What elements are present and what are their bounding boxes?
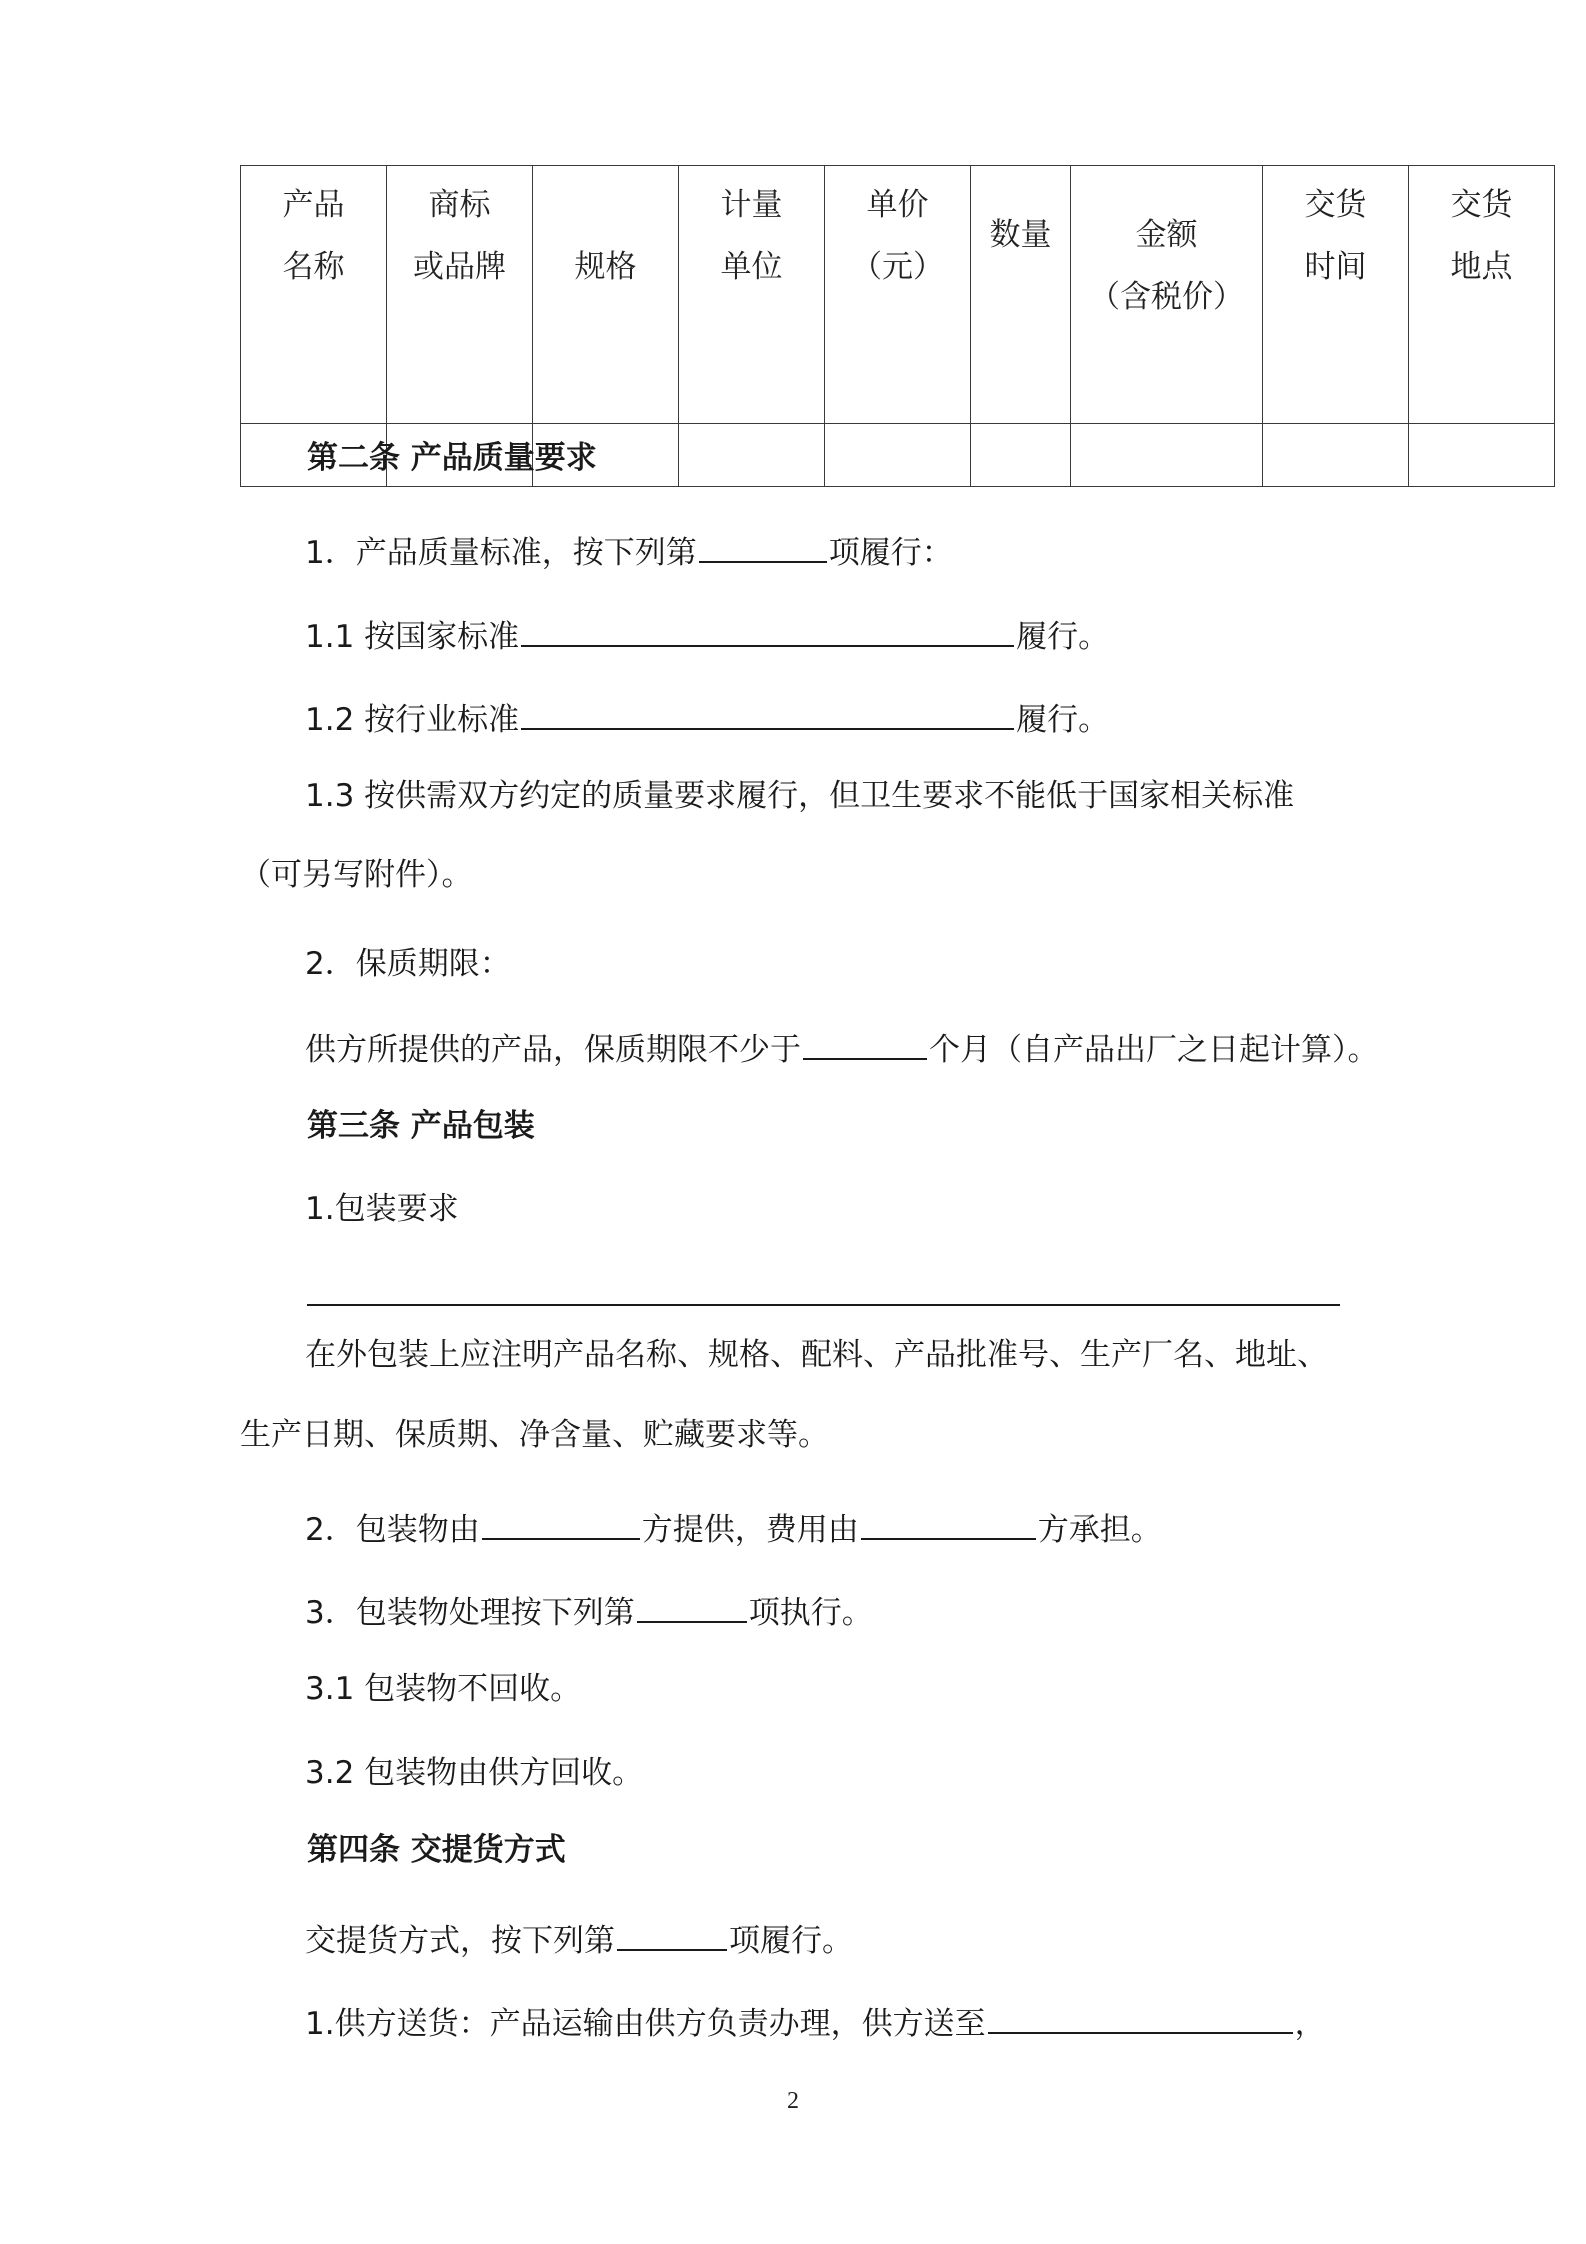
table-cell[interactable] xyxy=(1071,424,1263,487)
header-delivery-time: 交货 时间 xyxy=(1263,166,1409,424)
table-cell[interactable] xyxy=(1409,424,1555,487)
fill-blank[interactable] xyxy=(861,1504,1036,1540)
fill-blank[interactable] xyxy=(803,1024,927,1060)
article-3-item-3-2: 3.2 包装物由供方回收。 xyxy=(305,1755,644,1791)
header-delivery-place: 交货 地点 xyxy=(1409,166,1555,424)
article-2-item-2: 2．保质期限： xyxy=(305,946,511,982)
fill-blank[interactable] xyxy=(617,1915,727,1951)
article-2-item-1-1: 1.1 按国家标准 履行。 xyxy=(305,611,1109,657)
article-4-intro: 交提货方式，按下列第 项履行。 xyxy=(305,1915,853,1961)
article-2-item-1-3: 1.3 按供需双方约定的质量要求履行，但卫生要求不能低于国家相关标准 xyxy=(305,778,1295,814)
table-header-row xyxy=(241,166,1555,424)
header-brand: 商标 或品牌 xyxy=(387,166,533,424)
article-3-item-1: 1.包装要求 xyxy=(305,1191,459,1227)
article-3-title: 第三条 产品包装 xyxy=(307,1108,535,1144)
article-4-item-1: 1.供方送货：产品运输由供方负责办理，供方送至 ， xyxy=(305,1998,1326,2044)
fill-blank[interactable] xyxy=(699,527,827,563)
header-amount: 金额 （含税价） xyxy=(1071,166,1263,424)
table-cell[interactable] xyxy=(825,424,971,487)
article-3-packaging-note: 在外包装上应注明产品名称、规格、配料、产品批准号、生产厂名、地址、 xyxy=(305,1337,1328,1373)
header-spec: 规格 xyxy=(533,166,679,424)
header-unit: 计量 单位 xyxy=(679,166,825,424)
article-2-item-1-2: 1.2 按行业标准 履行。 xyxy=(305,694,1109,740)
header-quantity: 数量 xyxy=(971,166,1071,424)
article-3-item-2: 2．包装物由 方提供，费用由 方承担。 xyxy=(305,1504,1162,1550)
article-2-item-1: 1．产品质量标准，按下列第 项履行： xyxy=(305,527,953,573)
fill-blank[interactable] xyxy=(988,1998,1293,2034)
header-unit-price: 单价 （元） xyxy=(825,166,971,424)
fill-blank[interactable] xyxy=(521,611,1014,647)
packaging-requirement-blank[interactable] xyxy=(307,1304,1340,1306)
article-2-item-2-text: 供方所提供的产品，保质期限不少于 个月（自产品出厂之日起计算）。 xyxy=(305,1024,1379,1070)
article-2-title: 第二条 产品质量要求 xyxy=(307,440,597,476)
article-3-item-3: 3．包装物处理按下列第 项执行。 xyxy=(305,1587,873,1633)
article-2-item-1-3-cont: （可另写附件）。 xyxy=(240,857,473,893)
article-3-item-3-1: 3.1 包装物不回收。 xyxy=(305,1671,582,1707)
fill-blank[interactable] xyxy=(637,1587,747,1623)
page-number: 2 xyxy=(787,2088,799,2114)
fill-blank[interactable] xyxy=(482,1504,640,1540)
header-product-name: 产品 名称 xyxy=(241,166,387,424)
article-4-title: 第四条 交提货方式 xyxy=(307,1832,566,1868)
table-cell[interactable] xyxy=(1263,424,1409,487)
article-3-packaging-note-cont: 生产日期、保质期、净含量、贮藏要求等。 xyxy=(240,1417,829,1453)
table-cell[interactable] xyxy=(679,424,825,487)
table-cell[interactable] xyxy=(971,424,1071,487)
fill-blank[interactable] xyxy=(521,694,1014,730)
